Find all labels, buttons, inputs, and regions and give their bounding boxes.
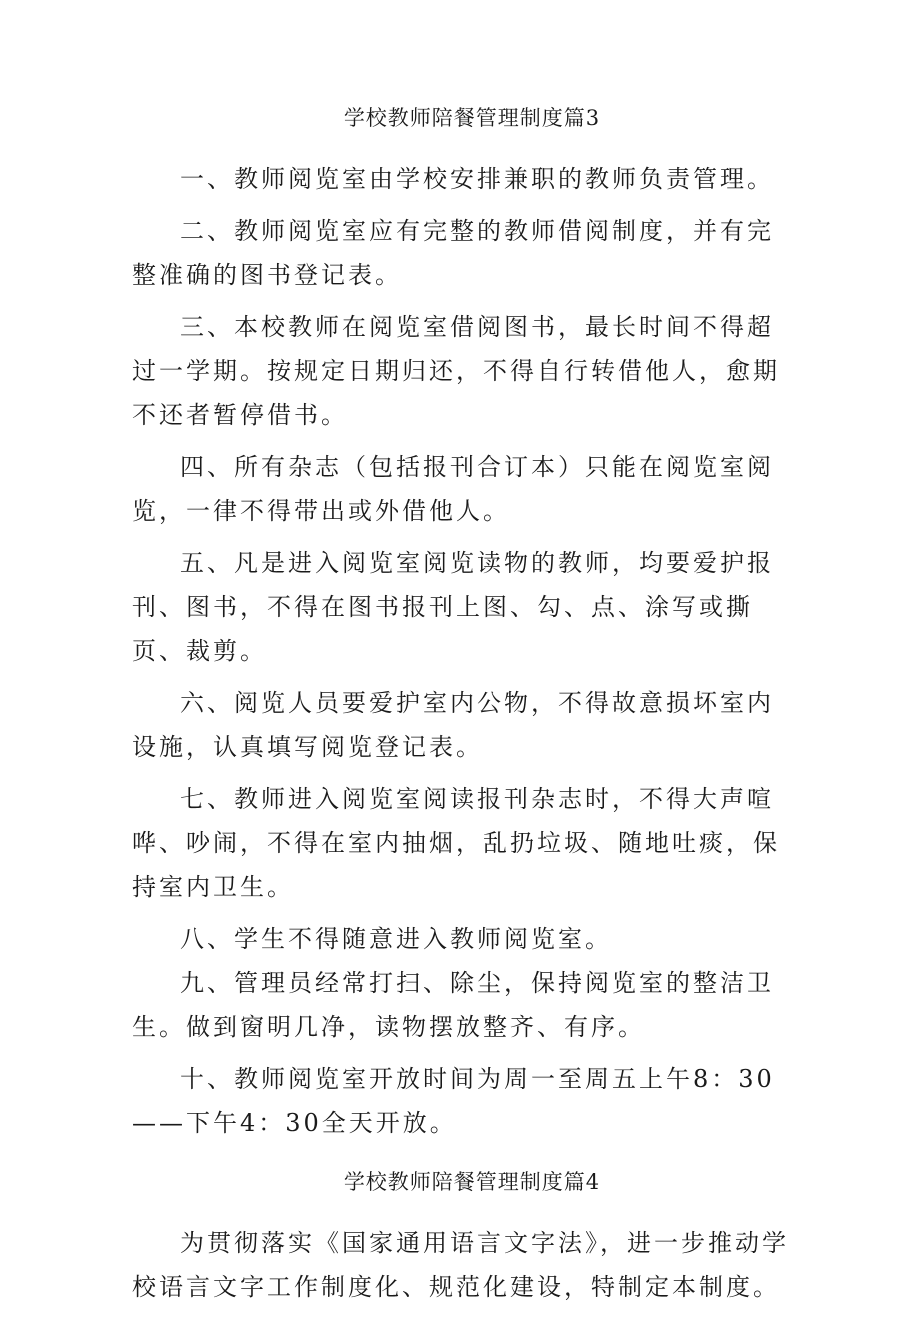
rule-8: 八、学生不得随意进入教师阅览室。 — [180, 925, 612, 953]
rule-3: 三、本校教师在阅览室借阅图书，最长时间不得超过一学期。按规定日期归还，不得自行转借他人，愈期不还者暂停借书。 — [132, 313, 780, 429]
section-4-intro: 为贯彻落实《国家通用语言文字法》，进一步推动学校语言文字工作制度化、规范化建设，特制定本制度。 — [132, 1229, 789, 1301]
rule-4: 四、所有杂志（包括报刊合订本）只能在阅览室阅览，一律不得带出或外借他人。 — [132, 453, 774, 525]
document-body — [132, 103, 792, 1317]
rule-7: 七、教师进入阅览室阅读报刊杂志时，不得大声喧哗、吵闹，不得在室内抽烟，乱扔垃圾、随地吐痰，保持室内卫生。 — [132, 785, 780, 901]
rule-9: 九、管理员经常打扫、除尘，保持阅览室的整洁卫生。做到窗明几净，读物摆放整齐、有序。 — [132, 969, 774, 1041]
section-3-title: 学校教师陪餐管理制度篇3 — [343, 106, 601, 130]
rule-5: 五、凡是进入阅览室阅览读物的教师，均要爱护报刊、图书，不得在图书报刊上图、勾、点、涂写或撕页、裁剪。 — [132, 549, 774, 665]
rule-1: 一、教师阅览室由学校安排兼职的教师负责管理。 — [180, 165, 774, 193]
rule-2: 二、教师阅览室应有完整的教师借阅制度，并有完整准确的图书登记表。 — [132, 217, 774, 289]
section-4-title: 学校教师陪餐管理制度篇4 — [343, 1170, 601, 1194]
rule-6: 六、阅览人员要爱护室内公物，不得故意损坏室内设施，认真填写阅览登记表。 — [132, 689, 774, 761]
rule-10: 十、教师阅览室开放时间为周一至周五上午8：30——下午4：30全天开放。 — [132, 1065, 775, 1137]
